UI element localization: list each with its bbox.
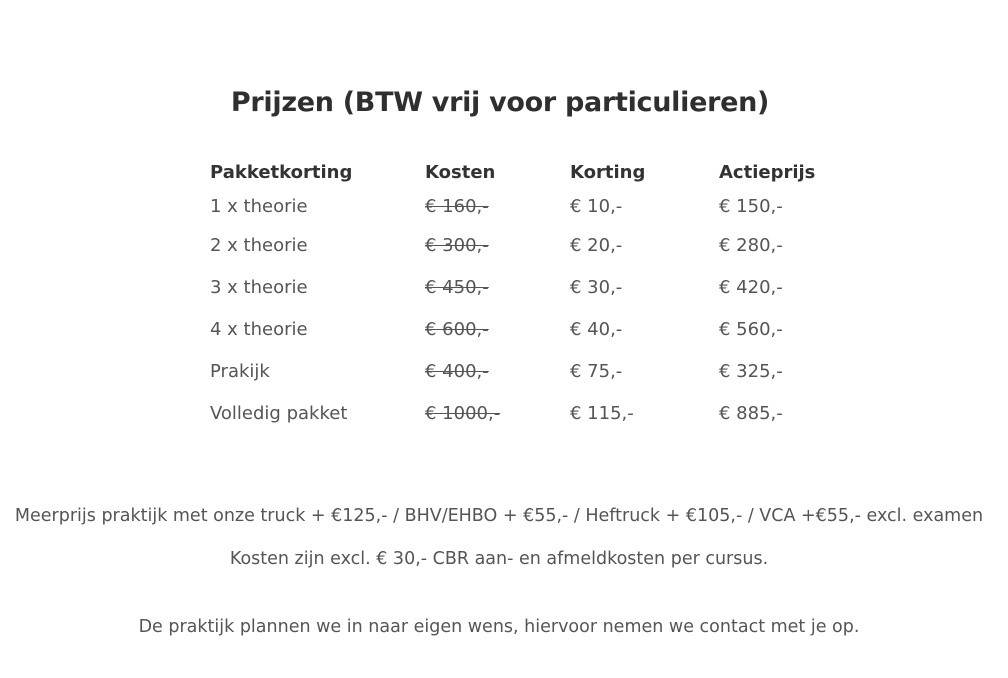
promo-price: € 560,- — [719, 318, 783, 340]
planning-note: De praktijk plannen we in naar eigen wens, hiervoor nemen we contact met je op. — [138, 616, 860, 637]
table-row — [210, 350, 850, 392]
package-name: 2 x theorie — [210, 234, 308, 256]
discount-amount: € 75,- — [570, 360, 623, 382]
package-name: 1 x theorie — [210, 195, 308, 217]
original-cost: € 400,- — [425, 360, 489, 382]
extra-cost-note: Meerprijs praktijk met onze truck + €125,- / BHV/EHBO + €55,- / Heftruck + €105,- / VCA +€55,- excl. examen — [14, 505, 984, 526]
cbr-cost-note: Kosten zijn excl. € 30,- CBR aan- en afmeldkosten per cursus. — [229, 548, 769, 569]
package-name: Volledig pakket — [210, 402, 348, 424]
original-cost: € 600,- — [425, 318, 489, 340]
pricing-table — [210, 156, 850, 434]
header-package: Pakketkorting — [210, 161, 353, 183]
page-title: Prijzen (BTW vrij voor particulieren) — [230, 87, 770, 119]
original-cost: € 450,- — [425, 276, 489, 298]
header-promo-price: Actieprijs — [719, 161, 816, 183]
table-row — [210, 392, 850, 434]
package-name: 4 x theorie — [210, 318, 308, 340]
original-cost: € 1000,- — [425, 402, 501, 424]
package-name: 3 x theorie — [210, 276, 308, 298]
header-discount: Korting — [570, 161, 646, 183]
table-header-row — [210, 156, 850, 188]
header-cost: Kosten — [425, 161, 496, 183]
promo-price: € 325,- — [719, 360, 783, 382]
discount-amount: € 10,- — [570, 195, 623, 217]
table-row — [210, 224, 850, 266]
discount-amount: € 20,- — [570, 234, 623, 256]
package-name: Prakijk — [210, 360, 270, 382]
discount-amount: € 40,- — [570, 318, 623, 340]
promo-price: € 280,- — [719, 234, 783, 256]
promo-price: € 885,- — [719, 402, 783, 424]
table-row — [210, 188, 850, 224]
promo-price: € 150,- — [719, 195, 783, 217]
promo-price: € 420,- — [719, 276, 783, 298]
original-cost: € 300,- — [425, 234, 489, 256]
discount-amount: € 30,- — [570, 276, 623, 298]
discount-amount: € 115,- — [570, 402, 634, 424]
table-row — [210, 266, 850, 308]
table-row — [210, 308, 850, 350]
original-cost: € 160,- — [425, 195, 489, 217]
